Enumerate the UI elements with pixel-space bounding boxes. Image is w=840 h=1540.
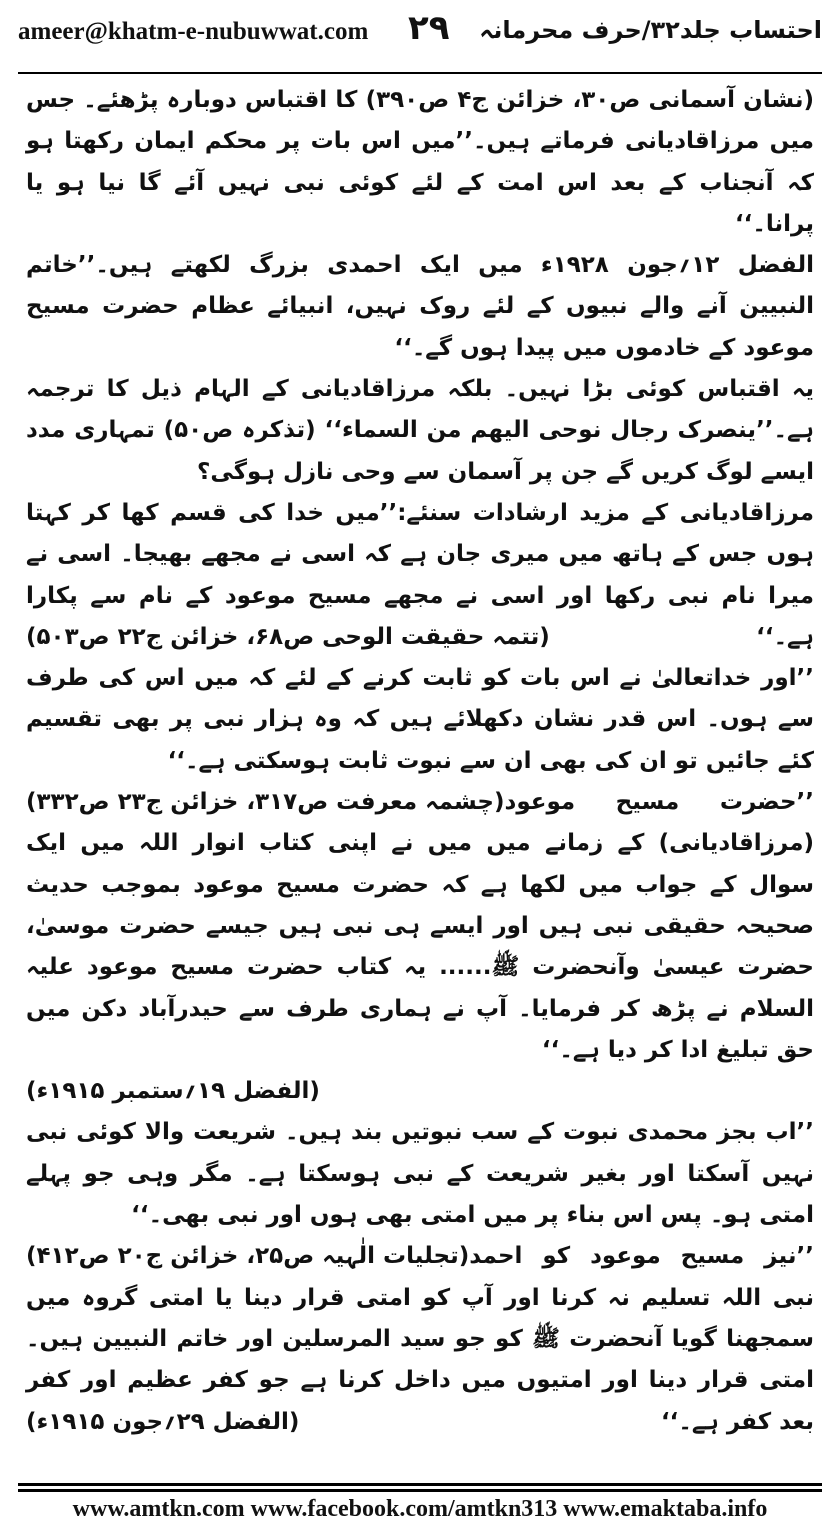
paragraph-3: یہ اقتباس کوئی بڑا نہیں۔ بلکہ مرزاقادیانی کے الہام ذیل کا ترجمہ ہے۔’’ینصرک رجال نوحی الیھم من السماء‘‘ (تذکرہ ص۵۰) تمہاری مدد ایسے لوگ کریں گے جن پر آسمان سے وحی نازل ہوگی؟ (26, 376, 814, 485)
footer-rule-lower (18, 1489, 822, 1492)
paragraph-5-reference: (چشمہ معرفت ص۳۱۷، خزائن ج۲۳ ص۳۳۲) (26, 789, 505, 816)
paragraph-1: (نشان آسمانی ص۳۰، خزائن ج۴ ص۳۹۰) کا اقتباس دوبارہ پڑھئے۔ جس میں مرزاقادیانی فرماتے ہیں۔’’میں اس بات پر محکم ایمان رکھتا ہو کہ آنجناب کے بعد اس امت کے لئے کوئی نبی نہیں آئے گا نیا ہو یا پرانا۔‘‘ (26, 87, 814, 237)
paragraph-5-text: ’’اور خداتعالیٰ نے اس بات کو ثابت کرنے کے لئے کہ میں اس کی طرف سے ہوں۔ اس قدر نشان دکھلائے ہیں کہ وہ ہزار نبی پر بھی تقسیم کئے جائیں تو ان کی بھی ان سے نبوت ثابت ہوسکتی ہے۔‘‘ (26, 665, 814, 774)
footer-rule-upper (18, 1483, 822, 1486)
paragraph-8-reference: (الفضل ۲۹؍جون ۱۹۱۵ء) (26, 1408, 300, 1435)
paragraph-6: ’’حضرت مسیح موعود (مرزاقادیانی) کے زمانے میں میں نے اپنی کتاب انوار اللہ میں ایک سوال کے جواب میں لکھا ہے کہ حضرت مسیح موعود بموجب حدیث صحیحہ حقیقی نبی ہیں اور ایسے ہی نبی ہیں جیسے حضرت موسیٰ، حضرت عیسیٰ وآنحضرت ﷺ...... یہ کتاب حضرت مسیح موعود علیہ السلام نے پڑھ کر فرمایا۔ آپ نے ہماری طرف سے حیدرآباد دکن میں حق تبلیغ ادا کر دیا ہے۔‘‘ (26, 789, 814, 1063)
page-header (18, 0, 822, 72)
paragraph-2: الفضل ۱۲؍جون ۱۹۲۸ء میں ایک احمدی بزرگ لکھتے ہیں۔’’خاتم النبیین آنے والے نبیوں کے لئے روک نہیں، انبیائے عظام حضرت مسیح موعود کے خادموں میں پیدا ہوں گے۔‘‘ (26, 252, 814, 361)
header-title: احتساب جلد۳۲/حرف محرمانہ (479, 16, 822, 44)
paragraph-4 (26, 493, 814, 658)
paragraph-6-reference: (الفضل ۱۹؍ستمبر ۱۹۱۵ء) (26, 1078, 320, 1105)
footer-links: www.amtkn.com www.facebook.com/amtkn313 www.emaktaba.info (72, 1496, 768, 1522)
paragraph-7-text: ’’اب بجز محمدی نبوت کے سب نبوتیں بند ہیں۔ شریعت والا کوئی نبی نہیں آسکتا اور بغیر شریعت کے نبی ہوسکتا ہے۔ مگر وہی جو پہلے امتی ہو۔ پس اس بناء پر میں امتی بھی ہوں اور نبی بھی۔‘‘ (26, 1119, 814, 1229)
paragraph-4-text: مرزاقادیانی کے مزید ارشادات سنئے:’’میں خدا کی قسم کھا کر کہتا ہوں جس کے ہاتھ میں میری جان ہے کہ اسی نے مجھے بھیجا۔ اسی نے میرا نام نبی رکھا اور اسی نے مجھے مسیح موعود کے نام سے پکارا ہے۔‘‘ (26, 499, 814, 650)
paragraph-7 (26, 1112, 814, 1270)
paragraph-5 (26, 658, 814, 816)
page-body (26, 80, 814, 1443)
header-email: ameer@khatm-e-nubuwwat.com (18, 18, 369, 45)
header-rule (18, 72, 822, 74)
paragraph-4-reference: (تتمہ حقیقت الوحی ص۶۸، خزائن ج۲۲ ص۵۰۳) (26, 623, 550, 650)
paragraph-7-reference: (تجلیات الٰہیہ ص۲۵، خزائن ج۲۰ ص۴۱۲) (26, 1243, 470, 1270)
paragraph-8-text: ’’نیز مسیح موعود کو احمد نبی اللہ تسلیم نہ کرنا اور آپ کو امتی قرار دینا یا امتی گروہ میں سمجھنا گویا آنحضرت ﷺ کو جو سید المرسلین اور خاتم النبیین ہیں۔ امتی قرار دینا اور امتیوں میں داخل کرنا ہے جو کفر عظیم اور کفر بعد کفر ہے۔‘‘ (26, 1243, 814, 1435)
page-number: ۲۹ (408, 8, 450, 48)
